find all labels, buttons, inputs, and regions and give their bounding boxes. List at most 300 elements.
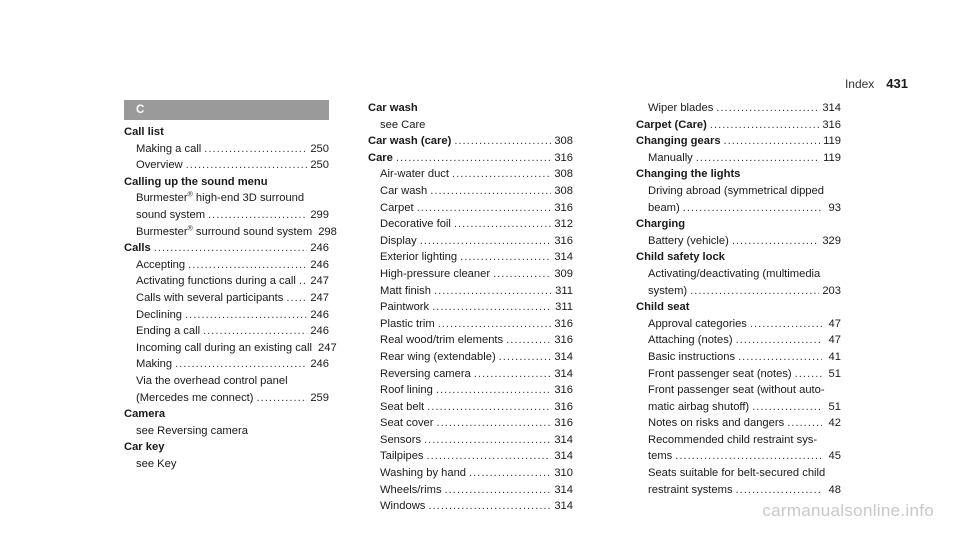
entry-text: Charging bbox=[636, 218, 686, 231]
page-ref: 316 bbox=[822, 118, 841, 131]
entry-text bbox=[380, 366, 471, 383]
page-ref: 119 bbox=[823, 135, 841, 148]
entry-label: matic airbag shutoff) bbox=[648, 400, 750, 413]
entry-text bbox=[136, 340, 312, 357]
dot-leader bbox=[460, 249, 551, 266]
index-subentry bbox=[124, 290, 329, 307]
index-subentry bbox=[636, 432, 841, 449]
entry-text bbox=[648, 366, 792, 383]
index-label: Index bbox=[844, 77, 875, 91]
entry-text: Camera bbox=[124, 408, 166, 421]
dot-leader bbox=[452, 166, 551, 183]
entry-label: Care bbox=[368, 151, 393, 164]
dot-leader bbox=[299, 273, 308, 290]
index-heading bbox=[636, 166, 841, 183]
entry-label: Notes on risks and dangers bbox=[648, 417, 785, 430]
index-column-1 bbox=[124, 100, 337, 472]
dot-leader bbox=[396, 150, 551, 167]
entry-label: Declining bbox=[136, 308, 183, 321]
entry-text: Driving abroad (symmetrical dipped bbox=[648, 184, 824, 197]
dot-leader bbox=[175, 356, 307, 373]
index-subentry bbox=[368, 216, 573, 233]
entry-label: sound system bbox=[136, 208, 206, 221]
entry-text bbox=[136, 323, 200, 340]
page-ref: 314 bbox=[554, 367, 573, 380]
entry-text bbox=[648, 349, 735, 366]
index-subentry bbox=[636, 183, 841, 200]
index-subentry bbox=[368, 117, 573, 134]
index-heading bbox=[124, 124, 329, 141]
index-subentry bbox=[636, 266, 841, 283]
entry-label: Wheels/rims bbox=[380, 483, 442, 496]
index-heading bbox=[124, 406, 329, 423]
entry-label: Windows bbox=[380, 500, 426, 513]
page-ref: 47 bbox=[828, 334, 841, 347]
index-subentry bbox=[124, 207, 329, 224]
entry-text bbox=[380, 166, 449, 183]
index-subentry bbox=[368, 482, 573, 499]
page-ref: 314 bbox=[554, 251, 573, 264]
page-header bbox=[845, 76, 908, 91]
entry-text bbox=[380, 415, 433, 432]
index-heading bbox=[636, 249, 841, 266]
index-heading bbox=[368, 150, 573, 167]
index-subentry bbox=[124, 390, 329, 407]
page-ref: 246 bbox=[310, 308, 329, 321]
entry-label: Ending a call bbox=[136, 325, 201, 338]
entry-text bbox=[380, 332, 503, 349]
page-ref: 314 bbox=[554, 350, 573, 363]
page-ref: 316 bbox=[554, 234, 573, 247]
index-subentry bbox=[368, 332, 573, 349]
index-heading bbox=[368, 100, 573, 117]
entry-label: Making bbox=[136, 358, 173, 371]
entry-text: see Reversing camera bbox=[136, 424, 248, 437]
page-ref: 309 bbox=[554, 267, 573, 280]
entry-text bbox=[380, 249, 457, 266]
entry-text bbox=[136, 224, 312, 241]
entry-label: Incoming call during an existing call bbox=[136, 341, 312, 354]
page-ref: 246 bbox=[310, 325, 329, 338]
page-ref: 42 bbox=[828, 417, 841, 430]
dot-leader bbox=[185, 307, 307, 324]
entry-text bbox=[136, 390, 254, 407]
index-subentry bbox=[124, 141, 329, 158]
dot-leader bbox=[752, 399, 822, 416]
page-ref: 314 bbox=[822, 102, 841, 114]
index-subentry bbox=[636, 332, 841, 349]
page-ref: 312 bbox=[554, 218, 573, 231]
entry-text bbox=[136, 141, 201, 158]
entry-text bbox=[380, 316, 435, 333]
page-ref: 314 bbox=[554, 450, 573, 463]
entry-text: Via the overhead control panel bbox=[136, 374, 288, 387]
index-subentry bbox=[124, 323, 329, 340]
dot-leader bbox=[795, 366, 822, 383]
index-subentry bbox=[368, 448, 573, 465]
dot-leader bbox=[432, 299, 552, 316]
page-ref: 51 bbox=[828, 367, 841, 380]
index-heading bbox=[636, 216, 841, 233]
entry-label: Making a call bbox=[136, 142, 202, 155]
page-ref: 316 bbox=[554, 317, 573, 330]
page-ref: 299 bbox=[310, 208, 329, 221]
page-ref: 311 bbox=[555, 301, 573, 314]
page-ref: 316 bbox=[554, 400, 573, 413]
index-subentry bbox=[124, 273, 329, 290]
page-ref: 250 bbox=[310, 159, 329, 172]
entry-label: Basic instructions bbox=[648, 350, 736, 363]
page-ref: 308 bbox=[554, 168, 573, 181]
entry-label: Sensors bbox=[380, 433, 422, 446]
index-heading bbox=[636, 299, 841, 316]
index-subentry bbox=[636, 482, 841, 499]
index-subentry bbox=[368, 183, 573, 200]
entry-label: (Mercedes me connect) bbox=[136, 391, 254, 404]
page-ref: 48 bbox=[828, 483, 841, 496]
entry-text bbox=[648, 332, 733, 349]
entry-label: Reversing camera bbox=[380, 367, 471, 380]
dot-leader bbox=[427, 448, 552, 465]
index-subentry bbox=[368, 432, 573, 449]
page-ref: 308 bbox=[554, 135, 573, 148]
page-ref: 45 bbox=[828, 450, 841, 463]
page-ref: 308 bbox=[554, 184, 573, 197]
entry-text bbox=[380, 349, 496, 366]
entry-label: Washing by hand bbox=[380, 467, 467, 480]
entry-text bbox=[636, 133, 721, 150]
dot-leader bbox=[736, 332, 822, 349]
page-ref: 310 bbox=[554, 467, 573, 480]
entry-label: Decorative foil bbox=[380, 218, 451, 231]
dot-leader bbox=[208, 207, 307, 224]
page-ref: 316 bbox=[554, 151, 573, 164]
index-subentry bbox=[636, 150, 841, 167]
entry-text: Activating/deactivating (multimedia bbox=[648, 267, 821, 280]
page-ref: 259 bbox=[310, 391, 329, 404]
dot-leader bbox=[430, 183, 551, 200]
entry-text bbox=[648, 100, 713, 117]
entry-text bbox=[136, 307, 182, 324]
page-ref: 329 bbox=[822, 234, 841, 247]
dot-leader bbox=[286, 290, 307, 307]
entry-text-cont: high-end 3D surround bbox=[192, 192, 305, 205]
index-heading bbox=[368, 133, 573, 150]
entry-label: Approval categories bbox=[648, 317, 747, 330]
dot-leader bbox=[716, 100, 819, 117]
index-heading bbox=[124, 439, 329, 456]
entry-label: Front passenger seat (notes) bbox=[648, 367, 792, 380]
entry-text bbox=[380, 299, 429, 316]
entry-text bbox=[136, 257, 185, 274]
dot-leader bbox=[438, 316, 552, 333]
entry-text bbox=[380, 432, 421, 449]
dot-leader bbox=[454, 133, 551, 150]
index-subentry bbox=[124, 340, 337, 357]
index-heading bbox=[636, 117, 841, 134]
index-subentry bbox=[636, 448, 841, 465]
index-subentry bbox=[636, 316, 841, 333]
entry-text: Changing the lights bbox=[636, 168, 741, 181]
entry-text bbox=[648, 448, 672, 465]
index-subentry bbox=[636, 465, 841, 482]
index-heading bbox=[124, 240, 329, 257]
entry-label: Matt finish bbox=[380, 284, 431, 297]
entry-text bbox=[380, 183, 427, 200]
index-subentry bbox=[368, 399, 573, 416]
index-subentry bbox=[124, 456, 329, 473]
index-subentry bbox=[368, 283, 573, 300]
dot-leader bbox=[436, 382, 551, 399]
entry-label: Overview bbox=[136, 159, 183, 172]
page-ref: 247 bbox=[310, 291, 329, 304]
dot-leader bbox=[787, 415, 822, 432]
entry-label: restraint systems bbox=[648, 483, 733, 496]
entry-label: Plastic trim bbox=[380, 317, 435, 330]
entry-label: Car wash bbox=[380, 184, 428, 197]
index-subentry bbox=[368, 316, 573, 333]
entry-text bbox=[380, 382, 433, 399]
dot-leader bbox=[454, 216, 551, 233]
entry-text bbox=[648, 415, 784, 432]
dot-leader bbox=[428, 498, 551, 515]
index-subentry bbox=[124, 423, 329, 440]
entry-label: Activating functions during a call bbox=[136, 275, 296, 288]
index-subentry bbox=[124, 257, 329, 274]
entry-label: Seat cover bbox=[380, 417, 434, 430]
page-ref: 316 bbox=[554, 384, 573, 397]
dot-leader bbox=[710, 117, 819, 134]
index-subentry bbox=[368, 166, 573, 183]
dot-leader bbox=[417, 200, 552, 217]
entry-text bbox=[380, 200, 414, 217]
dot-leader bbox=[724, 133, 821, 150]
entry-label: Wiper blades bbox=[648, 102, 714, 114]
dot-leader bbox=[493, 266, 551, 283]
page-ref: 93 bbox=[828, 201, 841, 214]
dot-leader bbox=[683, 200, 822, 217]
index-subentry bbox=[636, 200, 841, 217]
dot-leader bbox=[154, 240, 308, 257]
index-heading bbox=[636, 133, 841, 150]
index-subentry bbox=[636, 415, 841, 432]
index-subentry bbox=[636, 283, 841, 300]
index-subentry bbox=[368, 465, 573, 482]
trademark-mark: ® bbox=[187, 191, 193, 199]
dot-leader bbox=[736, 482, 822, 499]
entry-text bbox=[380, 216, 451, 233]
entry-text bbox=[648, 200, 680, 217]
page-ref: 311 bbox=[555, 284, 573, 297]
entry-text-cont: surround sound system bbox=[192, 225, 313, 238]
page-ref: 51 bbox=[828, 400, 841, 413]
index-column-3 bbox=[636, 100, 841, 498]
index-subentry bbox=[124, 307, 329, 324]
entry-text bbox=[136, 290, 283, 307]
dot-leader bbox=[188, 257, 307, 274]
entry-label: Battery (vehicle) bbox=[648, 234, 729, 247]
dot-leader bbox=[434, 283, 552, 300]
entry-label: Exterior lighting bbox=[380, 251, 458, 264]
entry-text bbox=[136, 273, 296, 290]
index-heading bbox=[124, 174, 329, 191]
index-subentry bbox=[636, 233, 841, 250]
entry-text: Child seat bbox=[636, 301, 690, 314]
entry-text bbox=[136, 157, 183, 174]
dot-leader bbox=[675, 448, 822, 465]
dot-leader bbox=[445, 482, 552, 499]
dot-leader bbox=[436, 415, 551, 432]
page-ref: 316 bbox=[554, 417, 573, 430]
page-ref: 41 bbox=[828, 350, 841, 363]
index-subentry bbox=[636, 366, 841, 383]
dot-leader bbox=[203, 323, 307, 340]
entry-text bbox=[380, 482, 442, 499]
page-ref: 119 bbox=[823, 151, 841, 164]
entry-text bbox=[648, 150, 693, 167]
entry-text bbox=[648, 399, 749, 416]
entry-label: Accepting bbox=[136, 258, 186, 271]
entry-label: Carpet (Care) bbox=[636, 118, 707, 131]
entry-label: Manually bbox=[648, 151, 693, 164]
watermark: carmanualsonline.info bbox=[762, 501, 934, 520]
entry-text bbox=[636, 117, 707, 134]
dot-leader bbox=[499, 349, 552, 366]
entry-label: Tailpipes bbox=[380, 450, 424, 463]
entry-label: Calls with several participants bbox=[136, 291, 284, 304]
page-ref: 314 bbox=[554, 483, 573, 496]
dot-leader bbox=[690, 283, 819, 300]
entry-label: Real wood/trim elements bbox=[380, 334, 504, 347]
dot-leader bbox=[506, 332, 551, 349]
dot-leader bbox=[257, 390, 308, 407]
entry-text bbox=[380, 283, 431, 300]
page-ref: 247 bbox=[310, 275, 329, 288]
entry-text: Recommended child restraint sys- bbox=[648, 433, 818, 446]
index-subentry bbox=[124, 157, 329, 174]
entry-text bbox=[380, 465, 466, 482]
entry-label: Calls bbox=[124, 242, 151, 255]
index-subentry bbox=[368, 382, 573, 399]
trademark-mark: ® bbox=[187, 224, 193, 232]
dot-leader bbox=[424, 432, 551, 449]
page-ref: 250 bbox=[310, 142, 329, 155]
entry-text: Car key bbox=[124, 441, 165, 454]
entry-text: Calling up the sound menu bbox=[124, 175, 268, 188]
dot-leader bbox=[427, 399, 551, 416]
entry-label: Burmester bbox=[136, 225, 188, 238]
entry-label: Attaching (notes) bbox=[648, 334, 733, 347]
index-subentry bbox=[368, 349, 573, 366]
entry-label: Rear wing (extendable) bbox=[380, 350, 496, 363]
entry-label: Carpet bbox=[380, 201, 414, 214]
page-ref: 298 bbox=[318, 225, 337, 238]
dot-leader bbox=[420, 233, 552, 250]
entry-text bbox=[368, 133, 451, 150]
entry-text bbox=[648, 283, 687, 300]
entry-label: Roof lining bbox=[380, 384, 433, 397]
index-subentry bbox=[368, 200, 573, 217]
index-subentry bbox=[636, 100, 841, 117]
index-subentry bbox=[368, 415, 573, 432]
entry-label: tems bbox=[648, 450, 673, 463]
dot-leader bbox=[732, 233, 820, 250]
page-ref: 314 bbox=[554, 433, 573, 446]
dot-leader bbox=[474, 366, 552, 383]
index-subentry bbox=[368, 299, 573, 316]
entry-label: Seat belt bbox=[380, 400, 425, 413]
dot-leader bbox=[204, 141, 307, 158]
entry-label: beam) bbox=[648, 201, 680, 214]
entry-label: Paintwork bbox=[380, 301, 430, 314]
entry-text: see Key bbox=[136, 457, 177, 470]
page-ref: 316 bbox=[554, 201, 573, 214]
index-subentry bbox=[124, 373, 329, 390]
page-ref: 246 bbox=[310, 258, 329, 271]
entry-text: Seats suitable for belt-secured child bbox=[648, 467, 826, 480]
entry-text bbox=[648, 316, 747, 333]
entry-label: Changing gears bbox=[636, 135, 721, 148]
entry-text bbox=[648, 482, 733, 499]
index-subentry bbox=[368, 233, 573, 250]
dot-leader bbox=[738, 349, 822, 366]
index-column-2 bbox=[368, 100, 573, 515]
entry-text bbox=[136, 207, 205, 224]
entry-label: Air-water duct bbox=[380, 168, 450, 181]
entry-text bbox=[648, 233, 729, 250]
entry-text: Car wash bbox=[368, 102, 418, 114]
index-subentry bbox=[636, 399, 841, 416]
entry-text bbox=[368, 150, 393, 167]
dot-leader bbox=[469, 465, 551, 482]
page-ref: 314 bbox=[554, 500, 573, 513]
index-subentry bbox=[636, 382, 841, 399]
entry-text bbox=[380, 233, 417, 250]
entry-text bbox=[380, 448, 424, 465]
entry-text: Front passenger seat (without auto- bbox=[648, 384, 825, 397]
page-ref: 203 bbox=[822, 284, 841, 297]
index-subentry bbox=[124, 224, 337, 241]
entry-text bbox=[380, 266, 490, 283]
index-subentry bbox=[368, 249, 573, 266]
entry-text bbox=[380, 399, 424, 416]
entry-label: High-pressure cleaner bbox=[380, 267, 491, 280]
entry-text: Call list bbox=[124, 126, 164, 138]
index-subentry bbox=[368, 366, 573, 383]
page-ref: 246 bbox=[310, 358, 329, 371]
page-ref: 316 bbox=[554, 334, 573, 347]
entry-text bbox=[124, 240, 151, 257]
entry-text: Child safety lock bbox=[636, 251, 725, 264]
page-ref: 246 bbox=[310, 242, 329, 255]
entry-label: Car wash (care) bbox=[368, 135, 452, 148]
section-letter: C bbox=[124, 100, 329, 120]
page-ref: 47 bbox=[828, 317, 841, 330]
index-subentry bbox=[124, 190, 329, 207]
index-subentry bbox=[368, 498, 573, 515]
page-number: 431 bbox=[886, 76, 908, 91]
index-subentry bbox=[124, 356, 329, 373]
entry-text: see Care bbox=[380, 118, 426, 131]
entry-text: Burmester bbox=[136, 192, 188, 205]
dot-leader bbox=[750, 316, 822, 333]
entry-label: system) bbox=[648, 284, 688, 297]
page-ref: 247 bbox=[318, 341, 337, 354]
dot-leader bbox=[186, 157, 308, 174]
dot-leader bbox=[696, 150, 820, 167]
index-subentry bbox=[368, 266, 573, 283]
entry-text bbox=[136, 356, 172, 373]
